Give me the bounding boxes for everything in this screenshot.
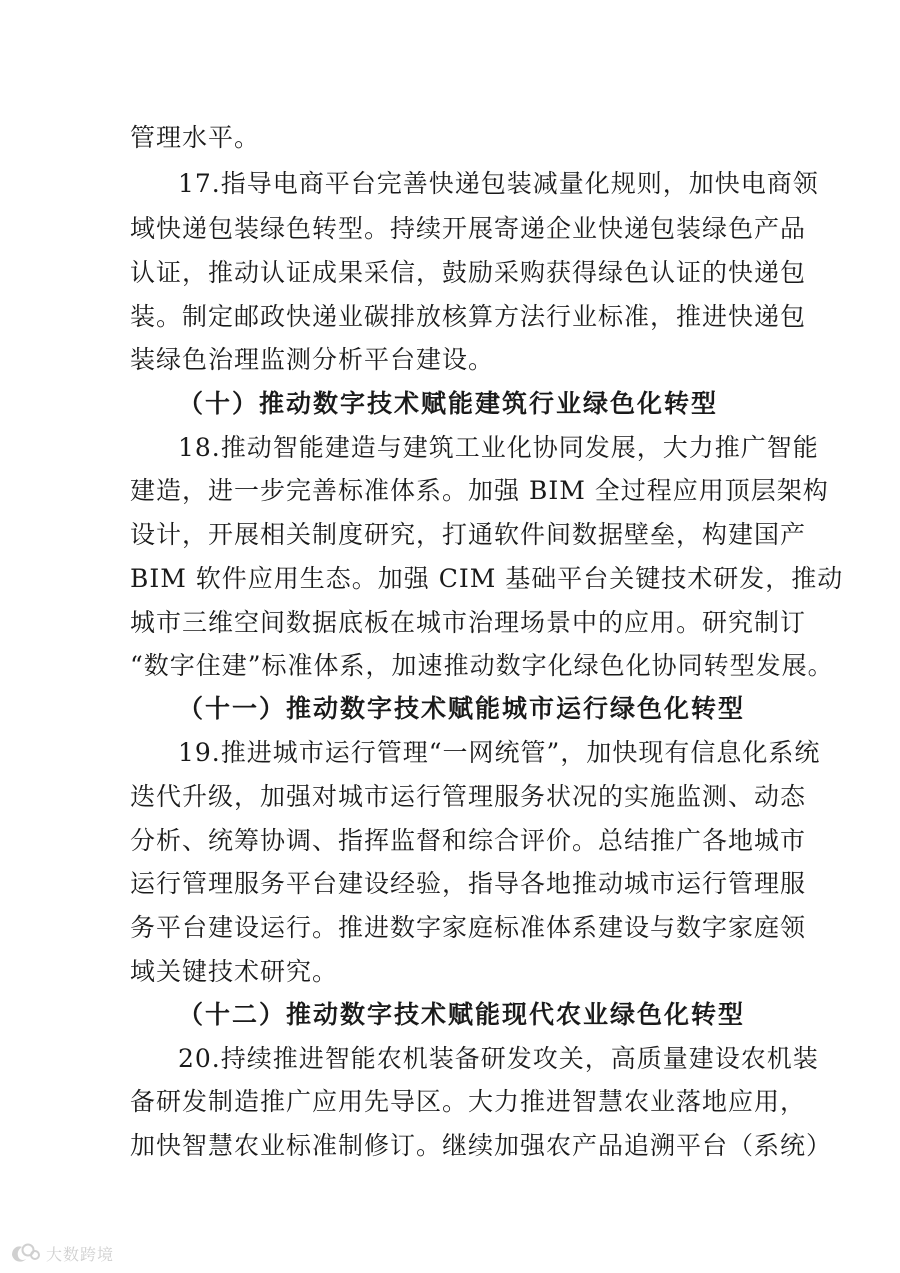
text-line: 17.指导电商平台完善快递包装减量化规则，加快电商领	[178, 169, 819, 198]
text-line: 18.推动智能建造与建筑工业化协同发展，大力推广智能	[178, 433, 819, 462]
text-line: 务平台建设运行。推进数字家庭标准体系建设与数字家庭领	[130, 913, 807, 942]
text-line: 19.推进城市运行管理“一网统管”，加快现有信息化系统	[178, 738, 821, 767]
watermark	[8, 1240, 114, 1266]
section-heading: （十二）推动数字技术赋能现代农业绿色化转型	[178, 1000, 746, 1029]
text-line: 设计，开展相关制度研究，打通软件间数据壁垒，构建国产	[130, 520, 807, 549]
text-line: 城市三维空间数据底板在城市治理场景中的应用。研究制订	[130, 608, 807, 637]
text-line: BIM 软件应用生态。加强 CIM 基础平台关键技术研发，推动	[130, 564, 844, 593]
text-line: 备研发制造推广应用先导区。大力推进智慧农业落地应用，	[130, 1087, 807, 1116]
text-line: 运行管理服务平台建设经验，指导各地推动城市运行管理服	[130, 869, 807, 898]
text-line: 加快智慧农业标准制修订。继续加强农产品追溯平台（系统）	[130, 1131, 833, 1160]
watermark-text: 大数跨境	[46, 1244, 115, 1264]
text-line: 20.持续推进智能农机装备研发攻关，高质量建设农机装	[178, 1044, 819, 1073]
text-line: 建造，进一步完善标准体系。加强 BIM 全过程应用顶层架构	[130, 476, 829, 505]
text-line: 装。制定邮政快递业碳排放核算方法行业标准，推进快递包	[130, 302, 807, 331]
text-line: “数字住建”标准体系，加速推动数字化绿色化协同转型发展。	[130, 651, 834, 680]
dashuju-logo-icon	[8, 1241, 42, 1265]
text-line: 域关键技术研究。	[130, 957, 339, 986]
text-line: 迭代升级，加强对城市运行管理服务状况的实施监测、动态	[130, 782, 807, 811]
section-heading: （十）推动数字技术赋能建筑行业绿色化转型	[178, 389, 719, 418]
text-line: 认证，推动认证成果采信，鼓励采购获得绿色认证的快递包	[130, 258, 807, 287]
text-line: 分析、统筹协调、指挥监督和综合评价。总结推广各地城市	[130, 826, 807, 855]
text-line: 装绿色治理监测分析平台建设。	[130, 345, 495, 374]
text-line: 域快递包装绿色转型。持续开展寄递企业快递包装绿色产品	[130, 214, 807, 243]
text-line: 管理水平。	[130, 123, 261, 152]
section-heading: （十一）推动数字技术赋能城市运行绿色化转型	[178, 694, 746, 723]
